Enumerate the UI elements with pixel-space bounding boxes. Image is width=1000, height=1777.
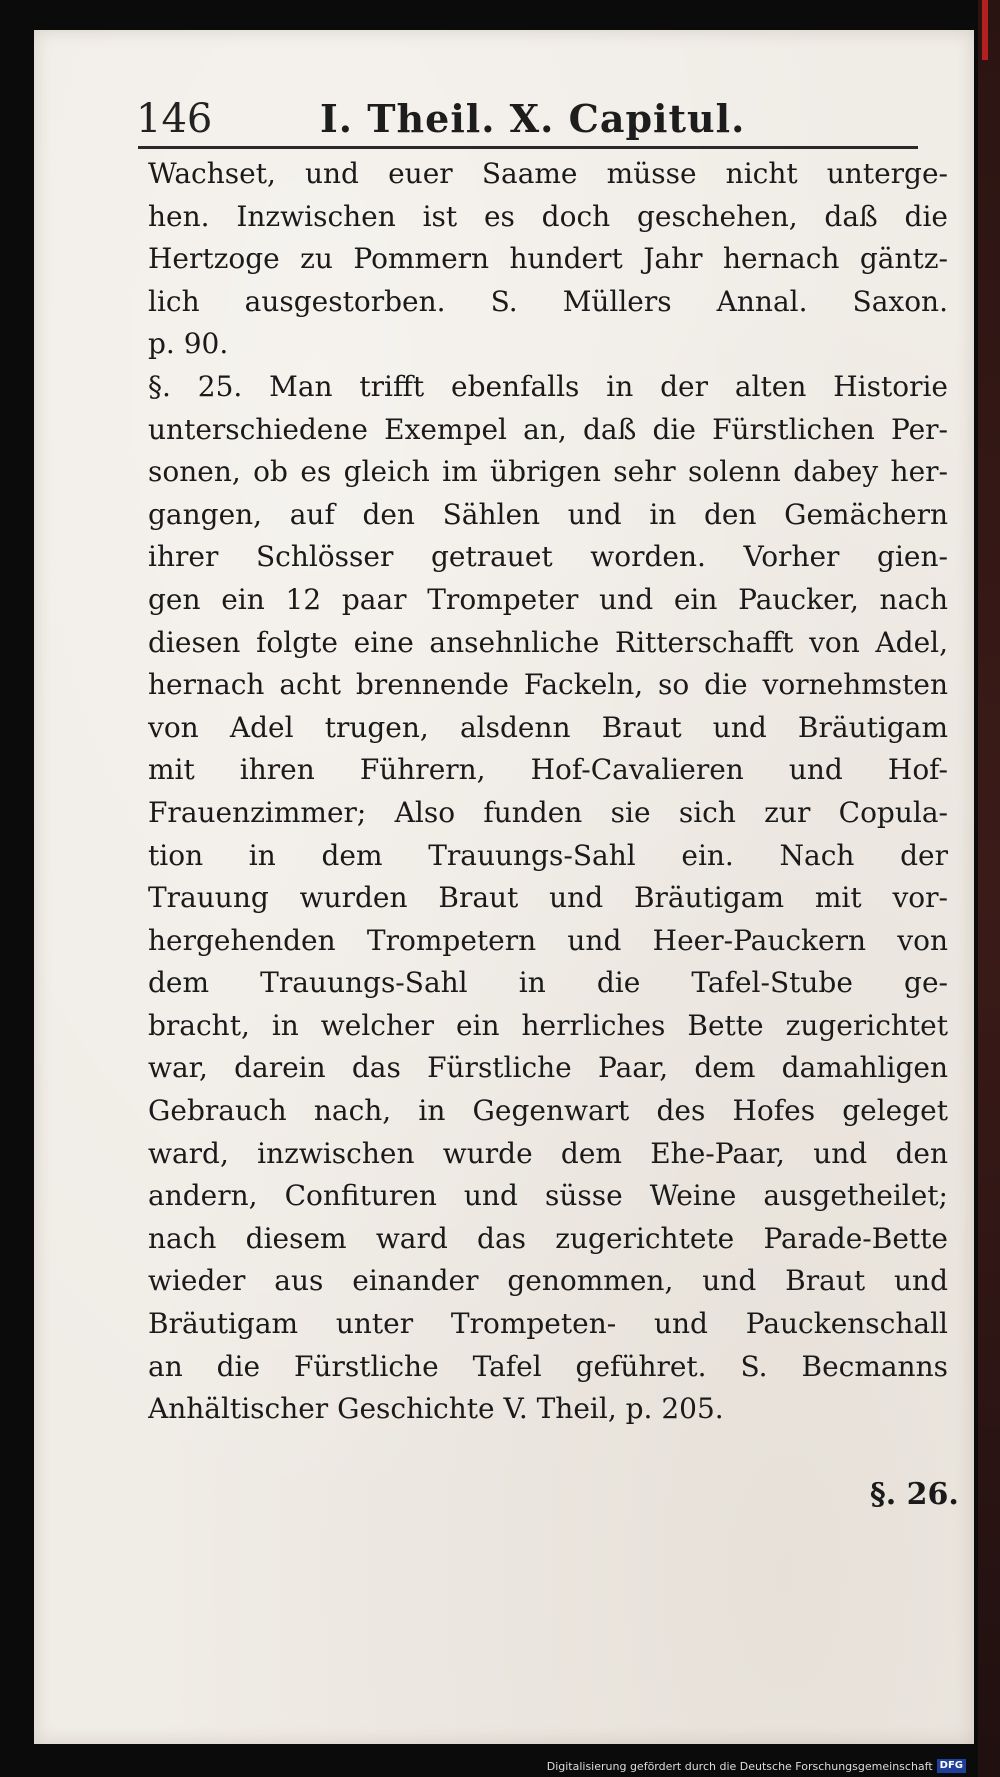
text-line: dem Trauungs-Sahl in die Tafel-Stube ge- [148,966,948,1000]
text-line: ihrer Schlösser getrauet worden. Vorher gien- [148,540,948,574]
text-line: sonen, ob es gleich im übrigen sehr solenn dabey her- [148,455,948,489]
text-line: Anhältischer Geschichte V. Theil, p. 205. [148,1392,724,1426]
text-line: diesen folgte eine ansehnliche Ritterschafft von Adel, [148,625,948,659]
text-line: hen. Inzwischen ist es doch geschehen, daß die [148,199,948,233]
text-line: Bräutigam unter Trompeten- und Pauckenschall [148,1307,948,1341]
text-line: lich ausgestorben. S. Müllers Annal. Saxon. [148,284,948,318]
text-line: tion in dem Trauungs-Sahl ein. Nach der [148,838,948,872]
text-line: Hertzoge zu Pommern hundert Jahr hernach gäntz- [148,242,948,276]
text-line: von Adel trugen, alsdenn Braut und Bräutigam [148,710,948,744]
book-edge [978,0,1000,1777]
text-line: wieder aus einander genommen, und Braut und [148,1264,948,1298]
text-line: Trauung wurden Braut und Bräutigam mit vor- [148,881,948,915]
body-text [148,153,948,1431]
text-line: hernach acht brennende Fackeln, so die vornehmsten [148,668,948,702]
text-line: war, darein das Fürstliche Paar, dem damahligen [148,1051,948,1085]
header-rule [138,146,918,149]
text-line: nach diesem ward das zugerichtete Parade-Bette [148,1221,948,1255]
text-line: mit ihren Führern, Hof-Cavalieren und Hof- [148,753,948,787]
running-head: I. Theil. X. Capitul. [320,96,746,141]
text-line: bracht, in welcher ein herrliches Bette zugerichtet [148,1008,948,1042]
text-line: p. 90. [148,327,229,361]
page-header [108,92,928,152]
page-number: 146 [136,96,213,142]
text-line: Wachset, und euer Saame müsse nicht unterge- [148,157,948,190]
text-line: gen ein 12 paar Trompeter und ein Paucker, nach [148,582,948,616]
text-line: Frauenzimmer; Also funden sie sich zur Copula- [148,795,948,829]
text-line: ward, inzwischen wurde dem Ehe-Paar, und den [148,1136,948,1170]
paragraph-start: §. 25. Man trifft ebenfalls in der alten Historie [148,369,948,403]
text-line: gangen, auf den Sählen und in den Gemächern [148,497,948,531]
catchword: §. 26. [870,1477,959,1512]
credit-text: Digitalisierung gefördert durch die Deutsche Forschungsgemeinschaft [546,1759,933,1773]
text-line: hergehenden Trompetern und Heer-Pauckern von [148,923,948,957]
dfg-logo: DFG [937,1759,966,1773]
text-line: an die Fürstliche Tafel geführet. S. Becmanns [148,1349,948,1383]
digitization-credit [547,1759,966,1773]
red-bookmark-edge [982,0,988,60]
text-line: unterschiedene Exempel an, daß die Fürstlichen Per- [148,412,948,446]
text-line: Gebrauch nach, in Gegenwart des Hofes geleget [148,1094,948,1128]
text-line: andern, Confituren und süsse Weine ausgetheilet; [148,1179,948,1213]
